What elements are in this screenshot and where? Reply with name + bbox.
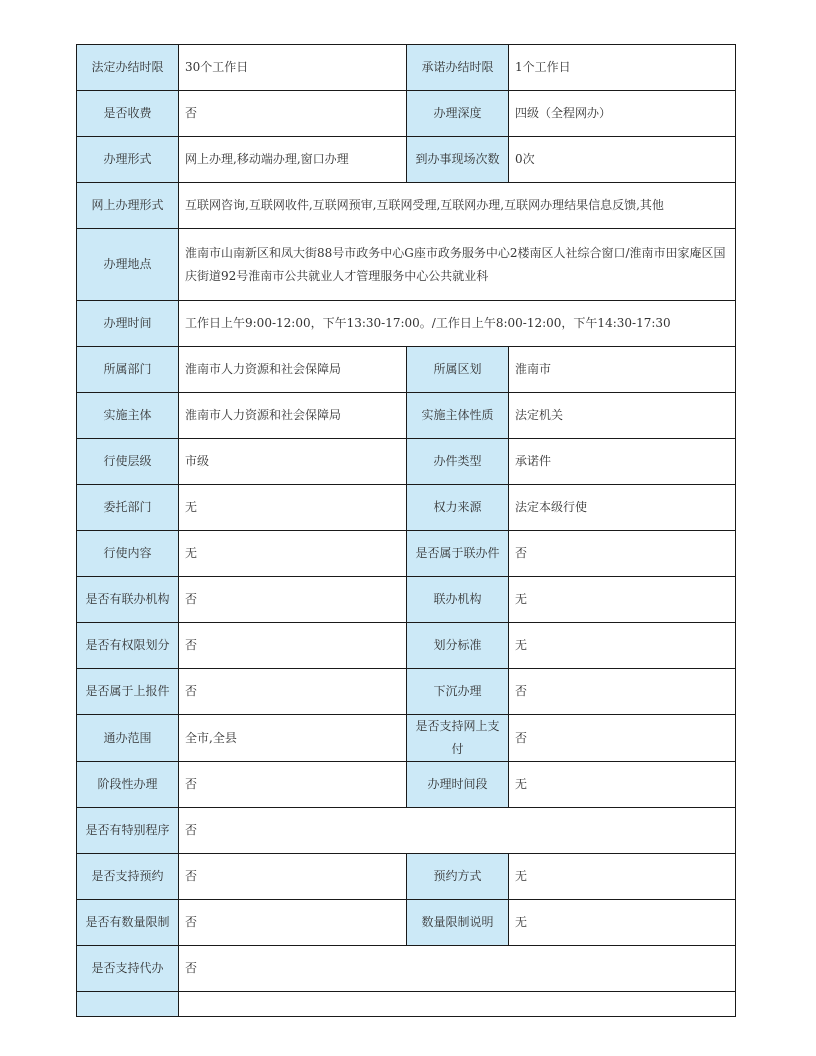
field-label: 到办事现场次数 bbox=[407, 137, 509, 183]
field-label: 办理地点 bbox=[77, 229, 179, 301]
field-value: 法定机关 bbox=[509, 393, 736, 439]
table-row bbox=[77, 577, 736, 623]
field-value: 否 bbox=[179, 91, 407, 137]
field-value: 淮南市山南新区和凤大街88号市政务中心G座市政务服务中心2楼南区人社综合窗口/淮南市田家庵区国庆街道92号淮南市公共就业人才管理服务中心公共就业科 bbox=[179, 229, 736, 301]
field-label: 实施主体性质 bbox=[407, 393, 509, 439]
field-label: 办件类型 bbox=[407, 439, 509, 485]
field-value: 无 bbox=[509, 623, 736, 669]
field-value: 互联网咨询,互联网收件,互联网预审,互联网受理,互联网办理,互联网办理结果信息反馈,其他 bbox=[179, 183, 736, 229]
field-value: 四级（全程网办） bbox=[509, 91, 736, 137]
table-row bbox=[77, 854, 736, 900]
field-value: 1个工作日 bbox=[509, 45, 736, 91]
field-label: 办理时间 bbox=[77, 301, 179, 347]
field-label: 是否属于联办件 bbox=[407, 531, 509, 577]
table-row bbox=[77, 393, 736, 439]
table-row bbox=[77, 900, 736, 946]
field-value: 否 bbox=[509, 669, 736, 715]
field-value: 无 bbox=[179, 531, 407, 577]
field-value: 承诺件 bbox=[509, 439, 736, 485]
field-label: 是否支持代办 bbox=[77, 946, 179, 992]
field-label: 法定办结时限 bbox=[77, 45, 179, 91]
field-label: 是否收费 bbox=[77, 91, 179, 137]
field-value bbox=[179, 992, 736, 1017]
field-label: 划分标准 bbox=[407, 623, 509, 669]
field-value: 否 bbox=[179, 808, 736, 854]
field-label: 是否有特别程序 bbox=[77, 808, 179, 854]
field-value: 否 bbox=[179, 762, 407, 808]
field-label: 是否有权限划分 bbox=[77, 623, 179, 669]
field-value: 否 bbox=[179, 577, 407, 623]
field-label: 权力来源 bbox=[407, 485, 509, 531]
field-label: 阶段性办理 bbox=[77, 762, 179, 808]
field-value: 0次 bbox=[509, 137, 736, 183]
field-label: 下沉办理 bbox=[407, 669, 509, 715]
field-label: 通办范围 bbox=[77, 715, 179, 762]
table-row bbox=[77, 229, 736, 301]
field-label: 所属部门 bbox=[77, 347, 179, 393]
field-label: 办理深度 bbox=[407, 91, 509, 137]
field-value: 否 bbox=[179, 623, 407, 669]
field-value: 工作日上午9:00-12:00，下午13:30-17:00。/工作日上午8:00-12:00，下午14:30-17:30 bbox=[179, 301, 736, 347]
field-label: 办理形式 bbox=[77, 137, 179, 183]
field-label: 实施主体 bbox=[77, 393, 179, 439]
table-row bbox=[77, 485, 736, 531]
field-label: 承诺办结时限 bbox=[407, 45, 509, 91]
table-row bbox=[77, 946, 736, 992]
field-value: 淮南市 bbox=[509, 347, 736, 393]
field-value: 无 bbox=[509, 762, 736, 808]
field-value: 网上办理,移动端办理,窗口办理 bbox=[179, 137, 407, 183]
field-label: 所属区划 bbox=[407, 347, 509, 393]
field-label: 是否支持网上支付 bbox=[407, 715, 509, 762]
table-row bbox=[77, 762, 736, 808]
field-value: 无 bbox=[509, 577, 736, 623]
field-label: 是否有数量限制 bbox=[77, 900, 179, 946]
table-row-continued bbox=[77, 992, 736, 1017]
field-value: 30个工作日 bbox=[179, 45, 407, 91]
field-value: 否 bbox=[179, 854, 407, 900]
field-value: 否 bbox=[509, 531, 736, 577]
field-label: 数量限制说明 bbox=[407, 900, 509, 946]
field-value: 否 bbox=[509, 715, 736, 762]
table-row bbox=[77, 531, 736, 577]
field-value: 否 bbox=[179, 669, 407, 715]
field-value: 淮南市人力资源和社会保障局 bbox=[179, 347, 407, 393]
table-row bbox=[77, 183, 736, 229]
field-value: 无 bbox=[509, 854, 736, 900]
table-row bbox=[77, 347, 736, 393]
field-value: 无 bbox=[179, 485, 407, 531]
field-label: 行使层级 bbox=[77, 439, 179, 485]
field-value: 淮南市人力资源和社会保障局 bbox=[179, 393, 407, 439]
field-label: 联办机构 bbox=[407, 577, 509, 623]
field-label bbox=[77, 992, 179, 1017]
field-value: 无 bbox=[509, 900, 736, 946]
field-value: 否 bbox=[179, 900, 407, 946]
table-row bbox=[77, 669, 736, 715]
table-row bbox=[77, 301, 736, 347]
table-row bbox=[77, 623, 736, 669]
field-label: 是否有联办机构 bbox=[77, 577, 179, 623]
table-row bbox=[77, 45, 736, 91]
field-value: 否 bbox=[179, 946, 736, 992]
field-label: 办理时间段 bbox=[407, 762, 509, 808]
table-row bbox=[77, 808, 736, 854]
service-info-table bbox=[76, 44, 736, 1017]
table-row bbox=[77, 439, 736, 485]
field-label: 委托部门 bbox=[77, 485, 179, 531]
field-label: 网上办理形式 bbox=[77, 183, 179, 229]
field-label: 是否支持预约 bbox=[77, 854, 179, 900]
field-label: 预约方式 bbox=[407, 854, 509, 900]
field-label: 行使内容 bbox=[77, 531, 179, 577]
field-value: 市级 bbox=[179, 439, 407, 485]
field-label: 是否属于上报件 bbox=[77, 669, 179, 715]
table-row bbox=[77, 91, 736, 137]
field-value: 全市,全县 bbox=[179, 715, 407, 762]
field-value: 法定本级行使 bbox=[509, 485, 736, 531]
table-row bbox=[77, 715, 736, 762]
table-body bbox=[77, 45, 736, 1017]
table-row bbox=[77, 137, 736, 183]
